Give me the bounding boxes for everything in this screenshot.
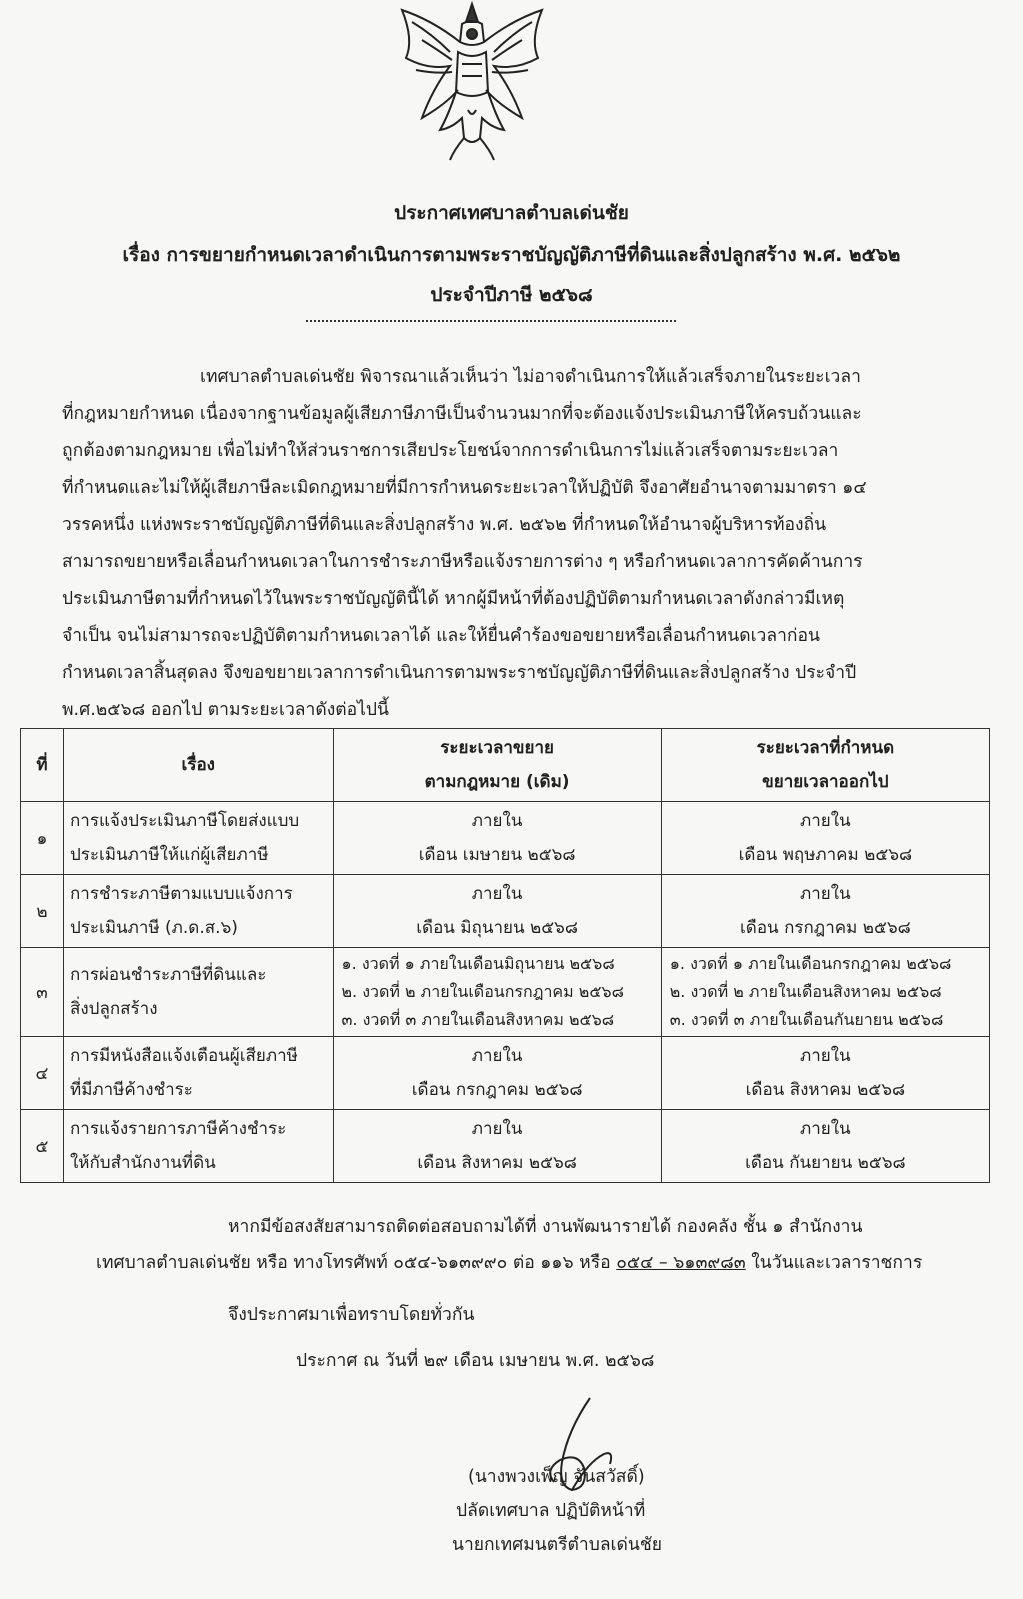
row-subject xyxy=(63,1037,333,1110)
row-number: ๕ xyxy=(21,1110,64,1183)
body-line-3: ถูกต้องตามกฎหมาย เพื่อไม่ทำให้ส่วนราชการเสียประโยชน์จากการดำเนินการไม่แล้วเสร็จตามระยะเวลา xyxy=(62,441,839,461)
period-line: ๒. งวดที่ ๒ ภายในเดือนกรกฎาคม ๒๕๖๘ xyxy=(341,982,624,1001)
body-line-8: จำเป็น จนไม่สามารถจะปฏิบัติตามกำหนดเวลาได้ และให้ยื่นคำร้องขอขยายหรือเลื่อนกำหนดเวลาก่อน xyxy=(62,626,820,646)
period-line: ภายใน xyxy=(800,1046,851,1066)
closing-announce: จึงประกาศมาเพื่อทราบโดยทั่วกัน xyxy=(228,1305,475,1325)
row-extended-period xyxy=(661,875,989,948)
subject-line: ประเมินภาษีให้แก่ผู้เสียภาษี xyxy=(69,845,269,865)
signatory-title-2: นายกเทศมนตรีตำบลเด่นชัย xyxy=(452,1535,662,1555)
period-line: เดือน เมษายน ๒๕๖๘ xyxy=(418,845,576,865)
period-line: ภายใน xyxy=(800,811,851,831)
row-extended-period xyxy=(661,1037,989,1110)
table-row xyxy=(21,875,990,948)
period-line: เดือน กรกฎาคม ๒๕๖๘ xyxy=(740,918,911,938)
signatory-name: (นางพวงเพ็ญ จันสวัสดิ์) xyxy=(468,1467,645,1487)
header-legal-period xyxy=(333,729,661,802)
header-legal-line-2: ตามกฎหมาย (เดิม) xyxy=(424,772,570,792)
contact-phone-secondary: ๐๕๔ – ๖๑๓๙๘๓ xyxy=(616,1253,746,1273)
table-header-row xyxy=(21,729,990,802)
header-extended-line-1: ระยะเวลาที่กำหนด xyxy=(756,738,895,758)
header-extended-period xyxy=(661,729,989,802)
body-line-2: ที่กฎหมายกำหนด เนื่องจากฐานข้อมูลผู้เสียภาษีภาษีเป็นจำนวนมากที่จะต้องแจ้งประเมินภาษีให้ครบถ้วนและ xyxy=(62,404,862,424)
subject-line: การผ่อนชำระภาษีที่ดินและ xyxy=(69,965,267,985)
period-line: ภายใน xyxy=(471,1119,523,1139)
subject-line: ประเมินภาษี (ภ.ด.ส.๖) xyxy=(69,918,238,938)
row-subject xyxy=(63,802,333,875)
row-legal-period xyxy=(333,802,661,875)
subject-line: ให้กับสำนักงานที่ดิน xyxy=(69,1153,216,1173)
subject-line: การชำระภาษีตามแบบแจ้งการ xyxy=(69,884,293,904)
row-number: ๒ xyxy=(21,875,64,948)
header-legal-line-1: ระยะเวลาขยาย xyxy=(440,738,554,758)
header-no: ที่ xyxy=(21,729,64,802)
row-subject xyxy=(63,1110,333,1183)
body-line-4: ที่กำหนดและไม่ให้ผู้เสียภาษีละเมิดกฎหมายที่มีการกำหนดระยะเวลาให้ปฏิบัติ จึงอาศัยอำนาจตามมาตรา ๑๔ xyxy=(62,478,867,498)
body-line-10: พ.ศ.๒๕๖๘ ออกไป ตามระยะเวลาดังต่อไปนี้ xyxy=(62,700,390,720)
announcement-title: ประกาศเทศบาลตำบลเด่นชัย xyxy=(394,202,629,224)
contact-line-1: หากมีข้อสงสัยสามารถติดต่อสอบถามได้ที่ งานพัฒนารายได้ กองคลัง ชั้น ๑ สำนักงาน xyxy=(228,1217,863,1237)
row-subject xyxy=(63,948,333,1037)
period-line: เดือน กันยายน ๒๕๖๘ xyxy=(745,1153,906,1173)
table-row xyxy=(21,802,990,875)
contact-line-2 xyxy=(96,1248,922,1276)
period-line: ๑. งวดที่ ๑ ภายในเดือนกรกฎาคม ๒๕๖๘ xyxy=(669,954,952,973)
header-subject: เรื่อง xyxy=(63,729,333,802)
period-line: เดือน สิงหาคม ๒๕๖๘ xyxy=(745,1080,906,1100)
row-legal-period xyxy=(333,875,661,948)
subject-line: การแจ้งรายการภาษีค้างชำระ xyxy=(69,1119,287,1139)
subject-line: ที่มีภาษีค้างชำระ xyxy=(69,1080,193,1100)
row-legal-period xyxy=(333,948,661,1037)
announcement-date: ประกาศ ณ วันที่ ๒๙ เดือน เมษายน พ.ศ. ๒๕๖๘ xyxy=(296,1351,655,1371)
row-extended-period xyxy=(661,802,989,875)
body-line-9: กำหนดเวลาสิ้นสุดลง จึงขอขยายเวลาการดำเนินการตามพระราชบัญญัติภาษีที่ดินและสิ่งปลูกสร้าง ประจำปี xyxy=(62,663,857,683)
extension-schedule-table xyxy=(20,728,990,1183)
period-line: ภายใน xyxy=(471,884,523,904)
body-line-7: ประเมินภาษีตามที่กำหนดไว้ในพระราชบัญญัตินี้ได้ หากผู้มีหน้าที่ต้องปฏิบัติตามกำหนดเวลาดังกล่าวมีเหตุ xyxy=(62,589,845,609)
subject-line: การแจ้งประเมินภาษีโดยส่งแบบ xyxy=(69,811,300,831)
row-number: ๓ xyxy=(21,948,64,1037)
period-line: ๓. งวดที่ ๓ ภายในเดือนสิงหาคม ๒๕๖๘ xyxy=(341,1010,615,1029)
row-number: ๔ xyxy=(21,1037,64,1110)
period-line: ๓. งวดที่ ๓ ภายในเดือนกันยายน ๒๕๖๘ xyxy=(669,1010,944,1029)
row-extended-period xyxy=(661,948,989,1037)
garuda-emblem-icon xyxy=(392,0,552,168)
dotted-divider xyxy=(306,320,676,322)
period-line: เดือน พฤษภาคม ๒๕๖๘ xyxy=(738,845,913,865)
table-row xyxy=(21,1110,990,1183)
contact-phone-primary: เทศบาลตำบลเด่นชัย หรือ ทางโทรศัพท์ ๐๕๔-๖๑๓๙๙๐ ต่อ ๑๑๖ หรือ xyxy=(96,1253,617,1273)
row-legal-period xyxy=(333,1037,661,1110)
row-number: ๑ xyxy=(21,802,64,875)
row-extended-period xyxy=(661,1110,989,1183)
period-line: เดือน มิถุนายน ๒๕๖๘ xyxy=(416,918,578,938)
header-extended-line-2: ขยายเวลาออกไป xyxy=(762,772,889,792)
period-line: ภายใน xyxy=(471,1046,523,1066)
period-line: ภายใน xyxy=(800,884,851,904)
table-row xyxy=(21,1037,990,1110)
table-row xyxy=(21,948,990,1037)
subject-line: สิ่งปลูกสร้าง xyxy=(69,999,158,1019)
body-line-1: เทศบาลตำบลเด่นชัย พิจารณาแล้วเห็นว่า ไม่อาจดำเนินการให้แล้วเสร็จภายในระยะเวลา xyxy=(200,367,861,387)
period-line: ภายใน xyxy=(800,1119,851,1139)
period-line: เดือน กรกฎาคม ๒๕๖๘ xyxy=(411,1080,583,1100)
contact-hours: ในวันและเวลาราชการ xyxy=(745,1253,923,1273)
row-legal-period xyxy=(333,1110,661,1183)
period-line: ภายใน xyxy=(471,811,523,831)
period-line: ๑. งวดที่ ๑ ภายในเดือนมิถุนายน ๒๕๖๘ xyxy=(341,954,615,973)
row-subject xyxy=(63,875,333,948)
body-line-5: วรรคหนึ่ง แห่งพระราชบัญญัติภาษีที่ดินและสิ่งปลูกสร้าง พ.ศ. ๒๕๖๒ ที่กำหนดให้อำนาจผู้บริหารท้องถิ่น xyxy=(62,515,827,535)
period-line: เดือน สิงหาคม ๒๕๖๘ xyxy=(417,1153,577,1173)
announcement-subject: เรื่อง การขยายกำหนดเวลาดำเนินการตามพระราชบัญญัติภาษีที่ดินและสิ่งปลูกสร้าง พ.ศ. ๒๕๖๒ xyxy=(122,244,901,266)
announcement-tax-year: ประจำปีภาษี ๒๕๖๘ xyxy=(430,284,593,306)
subject-line: การมีหนังสือแจ้งเตือนผู้เสียภาษี xyxy=(69,1046,298,1066)
period-line: ๒. งวดที่ ๒ ภายในเดือนสิงหาคม ๒๕๖๘ xyxy=(669,982,942,1001)
body-line-6: สามารถขยายหรือเลื่อนกำหนดเวลาในการชำระภาษีหรือแจ้งรายการต่าง ๆ หรือกำหนดเวลาการคัดค้านการ xyxy=(62,552,863,572)
signatory-title-1: ปลัดเทศบาล ปฏิบัติหน้าที่ xyxy=(456,1501,646,1521)
